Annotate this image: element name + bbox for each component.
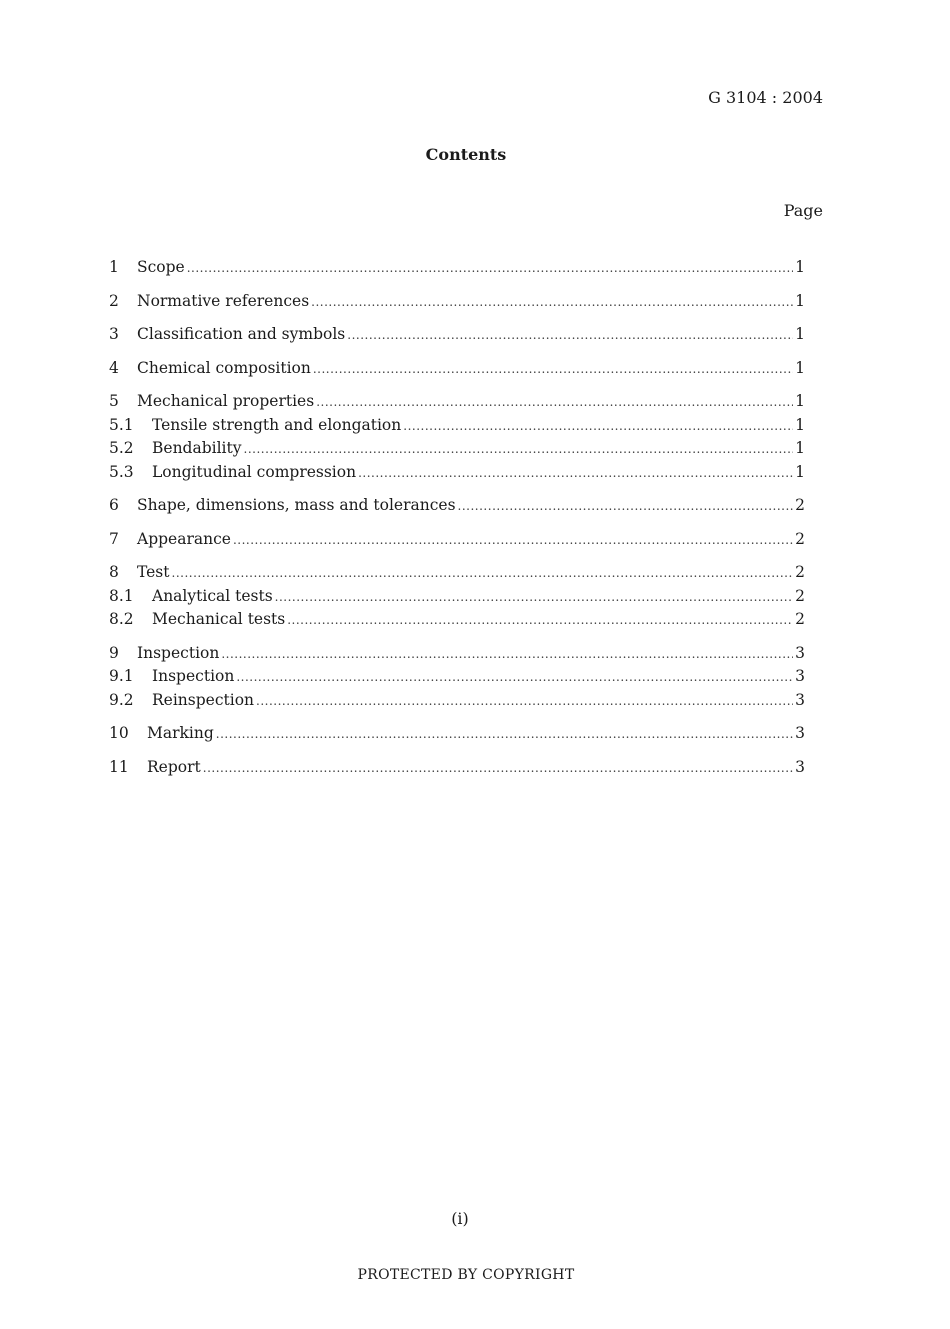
toc-entry-marking[interactable] <box>109 722 805 746</box>
toc-number: 5.2 <box>109 439 134 457</box>
toc-number: 9.2 <box>109 690 134 709</box>
toc-label: Chemical composition <box>137 358 311 377</box>
toc-page-number: 2 <box>795 529 805 548</box>
toc-number: 8.2 <box>109 610 134 628</box>
dot-leader <box>287 609 793 633</box>
toc-number: 7 <box>109 529 119 548</box>
toc-label: Reinspection <box>152 690 255 709</box>
toc-entry-reinspection[interactable] <box>109 689 805 713</box>
toc-entry-appearance[interactable] <box>109 528 805 552</box>
toc-page-number: 1 <box>795 258 805 276</box>
dot-leader <box>358 462 793 486</box>
page-folio: (i) <box>451 1209 469 1228</box>
toc-number: 4 <box>109 358 119 377</box>
toc-page-number: 2 <box>795 586 805 605</box>
dot-leader <box>458 495 794 519</box>
toc-number: 11 <box>109 757 129 776</box>
toc-label: Appearance <box>137 529 231 548</box>
toc-label: Mechanical properties <box>137 392 315 410</box>
toc-entry-mechanical-tests[interactable] <box>109 608 805 632</box>
toc-page-number: 1 <box>795 439 805 457</box>
dot-leader <box>347 324 793 348</box>
toc-page-number: 3 <box>795 724 805 742</box>
dot-leader <box>316 391 793 415</box>
toc-page-number: 1 <box>795 325 805 343</box>
dot-leader <box>172 562 794 586</box>
toc-entry-normative-references[interactable] <box>109 290 805 314</box>
toc-number: 8 <box>109 563 119 581</box>
toc-group <box>109 290 805 314</box>
toc-label: Report <box>147 757 201 776</box>
toc-label: Scope <box>137 258 185 276</box>
toc-label: Mechanical tests <box>152 610 286 628</box>
toc-label: Shape, dimensions, mass and tolerances <box>137 496 456 514</box>
toc-number: 8.1 <box>109 586 134 605</box>
toc-label: Tensile strength and elongation <box>152 415 402 434</box>
toc-page-number: 1 <box>795 291 805 310</box>
dot-leader <box>256 690 793 714</box>
toc-entry-analytical-tests[interactable] <box>109 585 805 609</box>
toc-page-number: 1 <box>795 462 805 481</box>
toc-group <box>109 561 805 632</box>
dot-leader <box>187 257 793 281</box>
toc-label: Classification and symbols <box>137 325 346 343</box>
toc-label: Marking <box>147 724 214 742</box>
copyright-notice: PROTECTED BY COPYRIGHT <box>357 1267 575 1283</box>
toc-group <box>109 390 805 484</box>
toc-label: Normative references <box>137 291 310 310</box>
toc-number: 9.1 <box>109 667 134 685</box>
toc-group <box>109 357 805 381</box>
dot-leader <box>216 723 793 747</box>
toc-entry-shape-dimensions[interactable] <box>109 494 805 518</box>
toc-entry-classification-and-symbols[interactable] <box>109 323 805 347</box>
toc-label: Inspection <box>152 667 235 685</box>
toc-number: 10 <box>109 724 129 742</box>
dot-leader <box>313 358 793 382</box>
page-column-label: Page <box>783 201 823 220</box>
toc-label: Longitudinal compression <box>152 462 357 481</box>
page-title: Contents <box>425 145 507 164</box>
toc-page-number: 3 <box>795 757 805 776</box>
dot-leader <box>275 586 793 610</box>
toc-number: 5.3 <box>109 462 134 481</box>
dot-leader <box>233 529 793 553</box>
document-code: G 3104 : 2004 <box>708 88 823 107</box>
toc-entry-test[interactable] <box>109 561 805 585</box>
toc-entry-report[interactable] <box>109 756 805 780</box>
toc-group <box>109 256 805 280</box>
dot-leader <box>236 666 793 690</box>
toc-group <box>109 642 805 713</box>
toc-number: 1 <box>109 258 119 276</box>
toc-entry-chemical-composition[interactable] <box>109 357 805 381</box>
toc-entry-longitudinal-compression[interactable] <box>109 461 805 485</box>
toc-label: Bendability <box>152 439 242 457</box>
dot-leader <box>203 757 793 781</box>
toc-number: 2 <box>109 291 119 310</box>
toc-group <box>109 323 805 347</box>
toc-label: Analytical tests <box>152 586 273 605</box>
toc-number: 6 <box>109 496 119 514</box>
toc-number: 5.1 <box>109 415 134 434</box>
toc-group <box>109 528 805 552</box>
toc-number: 5 <box>109 392 119 410</box>
toc-page-number: 3 <box>795 667 805 685</box>
toc-entry-mechanical-properties[interactable] <box>109 390 805 414</box>
toc-number: 3 <box>109 325 119 343</box>
toc-page-number: 3 <box>795 643 805 662</box>
dot-leader <box>403 415 793 439</box>
toc-group <box>109 494 805 518</box>
toc-page-number: 1 <box>795 358 805 377</box>
toc-group <box>109 722 805 746</box>
toc-page-number: 2 <box>795 610 805 628</box>
dot-leader <box>244 438 794 462</box>
toc-page-number: 1 <box>795 392 805 410</box>
toc-entry-tensile-strength[interactable] <box>109 414 805 438</box>
toc-page-number: 2 <box>795 496 805 514</box>
toc-page-number: 1 <box>795 415 805 434</box>
toc-page-number: 3 <box>795 690 805 709</box>
toc-number: 9 <box>109 643 119 662</box>
toc-entry-inspection-sub[interactable] <box>109 665 805 689</box>
toc-label: Test <box>137 563 170 581</box>
table-of-contents <box>109 256 805 789</box>
dot-leader <box>221 643 793 667</box>
toc-page-number: 2 <box>795 563 805 581</box>
toc-label: Inspection <box>137 643 220 662</box>
toc-group <box>109 756 805 780</box>
toc-entry-scope[interactable] <box>109 256 805 280</box>
toc-entry-inspection[interactable] <box>109 642 805 666</box>
dot-leader <box>311 291 793 315</box>
toc-entry-bendability[interactable] <box>109 437 805 461</box>
